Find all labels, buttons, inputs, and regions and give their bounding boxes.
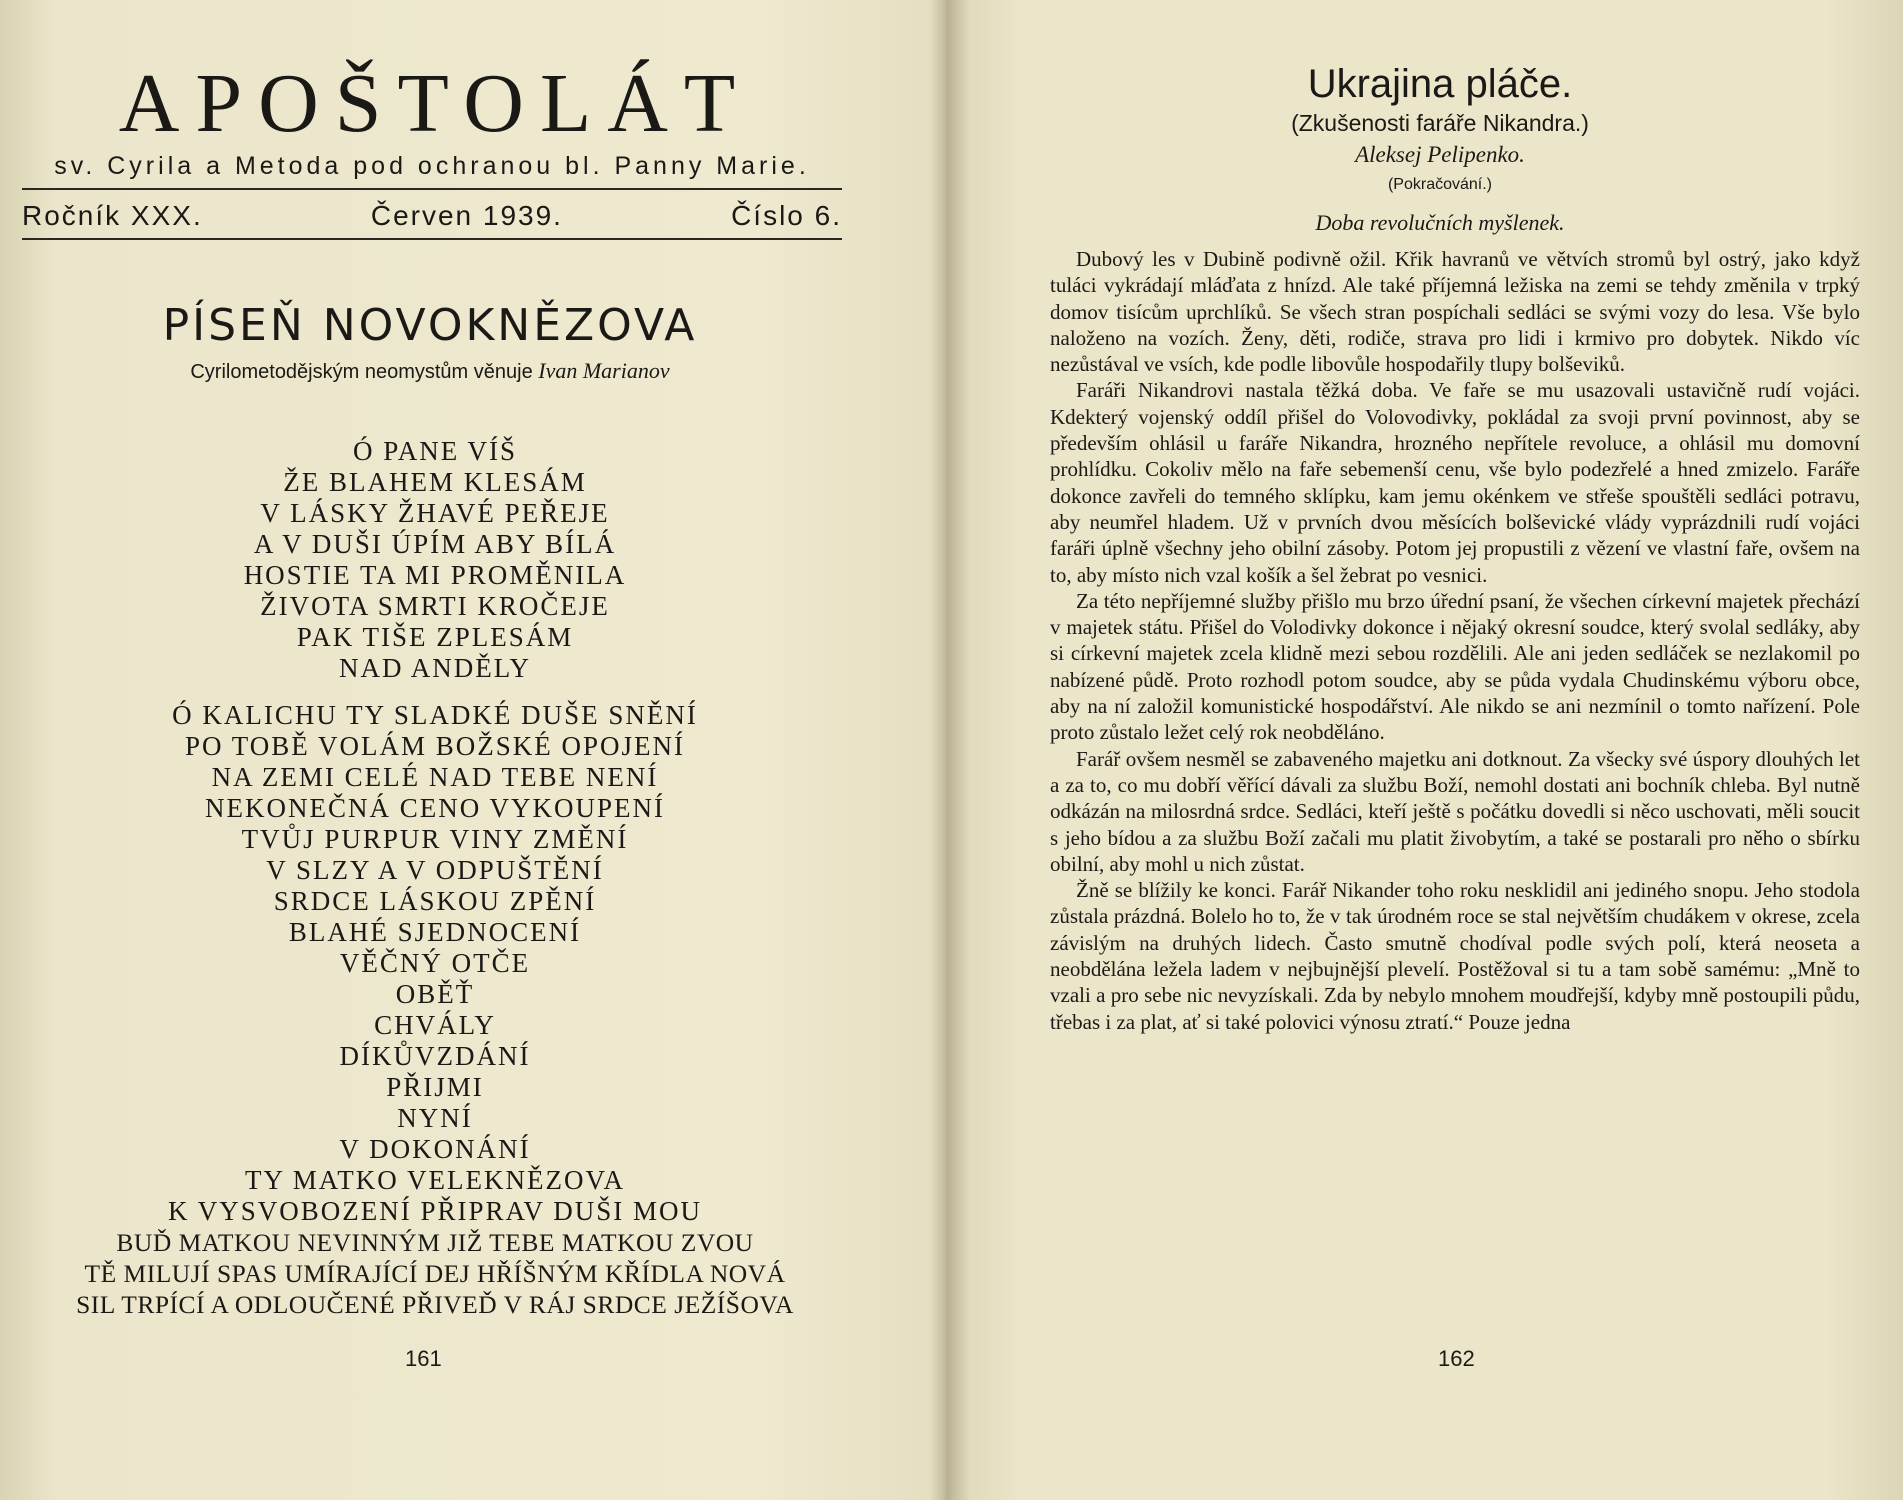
journal-subtitle: sv. Cyrila a Metoda pod ochranou bl. Panny Marie. <box>54 152 810 180</box>
poem-line: CHVÁLY <box>374 1010 496 1040</box>
poem-line: A V DUŠI ÚPÍM ABY BÍLÁ <box>253 529 617 559</box>
issue-line <box>22 200 842 232</box>
volume-label: Ročník XXX. <box>22 200 203 231</box>
poem-line: Ó KALICHU TY SLADKÉ DUŠE SNĚNÍ <box>172 700 698 730</box>
dedication-author: Ivan Marianov <box>538 358 670 383</box>
poem-line: V DOKONÁNÍ <box>339 1134 531 1164</box>
article-subtitle: (Zkušenosti faráře Nikandra.) <box>1291 110 1589 136</box>
stanza-gap <box>10 684 860 700</box>
header-rule-top <box>22 188 842 190</box>
poem-line: NAD ANDĚLY <box>338 653 532 683</box>
poem-title: PÍSEŇ NOVOKNĚZOVA <box>162 300 698 351</box>
article-author: Aleksej Pelipenko. <box>1355 142 1525 167</box>
poem-line: HOSTIE TA MI PROMĚNILA <box>243 560 627 590</box>
poem <box>10 436 860 1320</box>
poem-line: ŽE BLAHEM KLESÁM <box>283 467 587 497</box>
poem-line: DÍKŮVZDÁNÍ <box>339 1041 531 1071</box>
poem-line: BLAHÉ SJEDNOCENÍ <box>288 917 582 947</box>
poem-line: Ó PANE VÍŠ <box>352 436 518 466</box>
poem-line: NEKONEČNÁ CENO VYKOUPENÍ <box>205 793 665 823</box>
poem-line: NA ZEMI CELÉ NAD TEBE NENÍ <box>211 762 659 792</box>
journal-title: APOŠTOLÁT <box>118 57 752 150</box>
poem-line: V LÁSKY ŽHAVÉ PEŘEJE <box>260 498 610 528</box>
header-rule-bottom <box>22 238 842 240</box>
poem-line: SIL TRPÍCÍ A ODLOUČENÉ PŘIVEĎ V RÁJ SRDCE JEŽÍŠOVA <box>76 1290 794 1319</box>
article-body <box>1050 246 1860 1035</box>
poem-line: PO TOBĚ VOLÁM BOŽSKÉ OPOJENÍ <box>184 731 686 761</box>
poem-line: PAK TIŠE ZPLESÁM <box>296 622 574 652</box>
issue-date: Červen 1939. <box>370 200 563 231</box>
article-title: Ukrajina pláče. <box>1307 62 1573 106</box>
poem-line: K VYSVOBOZENÍ PŘIPRAV DUŠI MOU <box>167 1196 703 1226</box>
poem-line: V SLZY A V ODPUŠTĚNÍ <box>266 855 604 885</box>
issue-number: Číslo 6. <box>731 200 842 231</box>
poem-line: TĚ MILUJÍ SPAS UMÍRAJÍCÍ DEJ HŘÍŠNÝM KŘÍDLA NOVÁ <box>84 1259 786 1288</box>
poem-dedication <box>0 358 860 384</box>
dedication-text: Cyrilometodějským neomystům věnuje <box>190 361 533 383</box>
poem-line: TVŮJ PURPUR VINY ZMĚNÍ <box>241 824 629 854</box>
poem-line: ŽIVOTA SMRTI KROČEJE <box>260 591 610 621</box>
paragraph: Žně se blížily ke konci. Farář Nikander toho roku nesklidil ani jediného snopu. Jeho stodola zůstala prázdná. Bolelo ho to, že v tak úrodném roce se stal největším chudákem v okrese, zcela závislým na druhých lidech. Často smutně chodíval podle svých polí, která neoseta a neobdělána ležela ladem v nejbujnější plevelí. Postěžoval si tu a tam sobě samému: „Mně to vzali a pro sebe nic nevyzískali. Zda by nebylo mnohem moudřejší, kdyby mně postoupili půdu, třebas i za plat, ať si také polovici výnosu ztratí.“ Pouze jedna <box>1050 878 1860 1034</box>
continuation-note: (Pokračování.) <box>1387 176 1493 193</box>
paragraph: Faráři Nikandrovi nastala těžká doba. Ve faře se mu usazovali ustavičně rudí vojáci. Kdekterý vojenský oddíl přišel do Volovodivky, pokládal za svoji první povinnost, aby se především ohlásil u faráře Nikandra, hrozného nepřítele revoluce, a ohlásil mu domovní prohlídku. Cokoliv mělo na faře sebemenší cenu, vše bylo podezřelé a hned zmizelo. Faráře dokonce zavřeli do temného sklípku, kam jemu okénkem ve střeše spouštěli sedláci potravu, aby neumřel hladem. Už v prvních dvou měsících bolševické vlády vyprázdnili rudí vojáci faráři úplně všechny jeho obilní zásoby. Potom jej propustili z vězení ve vlastní faře, ovšem na to, aby místo nich vzal košík a šel žebrat po vesnici. <box>1050 378 1860 587</box>
paragraph: Farář ovšem nesměl se zabaveného majetku ani dotknout. Za všecky své úspory dlouhých let a za to, co mu dobří věřící dávali za službu Boží, nemohl dostati ani bochník chleba. Byl nutně odkázán na milosrdná srdce. Sedláci, kteří ještě s počátku dovedli si něco uschovati, měli soucit s jeho bídou a za službu Boží začali mu platit živobytím, a také se postarali pro něho o sbírku obilní, aby mohl u nich zůstat. <box>1050 746 1860 876</box>
poem-line: VĚČNÝ OTČE <box>339 948 531 978</box>
paragraph: Dubový les v Dubině podivně ožil. Křik havranů ve větvích stromů byl ostrý, jako když tuláci vykrádají mláďata z hnízd. Ale také příjemná ležiska na zemi se tehdy změnila v trpký domov tisícům uprchlíků. Se všech stran pospíchali sedláci se svými vozy do lesa. Vše bylo naloženo na vozích. Ženy, děti, rodiče, strava pro lidi i krmivo pro dobytek. Nikdo víc nezůstával ve vsích, kde podle libovůle hospodařily tlupy bolševiků. <box>1050 247 1860 377</box>
poem-line: BUĎ MATKOU NEVINNÝM JIŽ TEBE MATKOU ZVOU <box>116 1228 754 1257</box>
page-number-left: 161 <box>405 1346 442 1371</box>
poem-line: TY MATKO VELEKNĚZOVA <box>245 1165 625 1195</box>
paragraph: Za této nepříjemné služby přišlo mu brzo úřední psaní, že všechen církevní majetek přechází v majetek státu. Přišel do Volodivky dokonce i nějaký okresní soudce, který svolal sedláky, aby si církevní majetek zcela klidně mezi sebou rozdělili. Ale ani jeden sedláček se nezlakomil po nabízené půdě. Proto rozhodl potom soudce, aby se půda vydala Chudinskému výboru obce, aby na ní založil komunistické hospodářství. Ale nikdo se ani nezmínil o tomto nařízení. Pole proto zůstalo ležet celý rok neobděláno. <box>1050 588 1860 745</box>
poem-line: PŘIJMI <box>386 1072 484 1102</box>
poem-line: SRDCE LÁSKOU ZPĚNÍ <box>273 886 597 916</box>
page-number-right: 162 <box>1438 1346 1475 1371</box>
book-gutter <box>930 0 970 1500</box>
poem-line: NYNÍ <box>397 1103 473 1133</box>
poem-line: OBĚŤ <box>395 979 475 1009</box>
section-heading: Doba revolučních myšlenek. <box>1315 210 1565 235</box>
